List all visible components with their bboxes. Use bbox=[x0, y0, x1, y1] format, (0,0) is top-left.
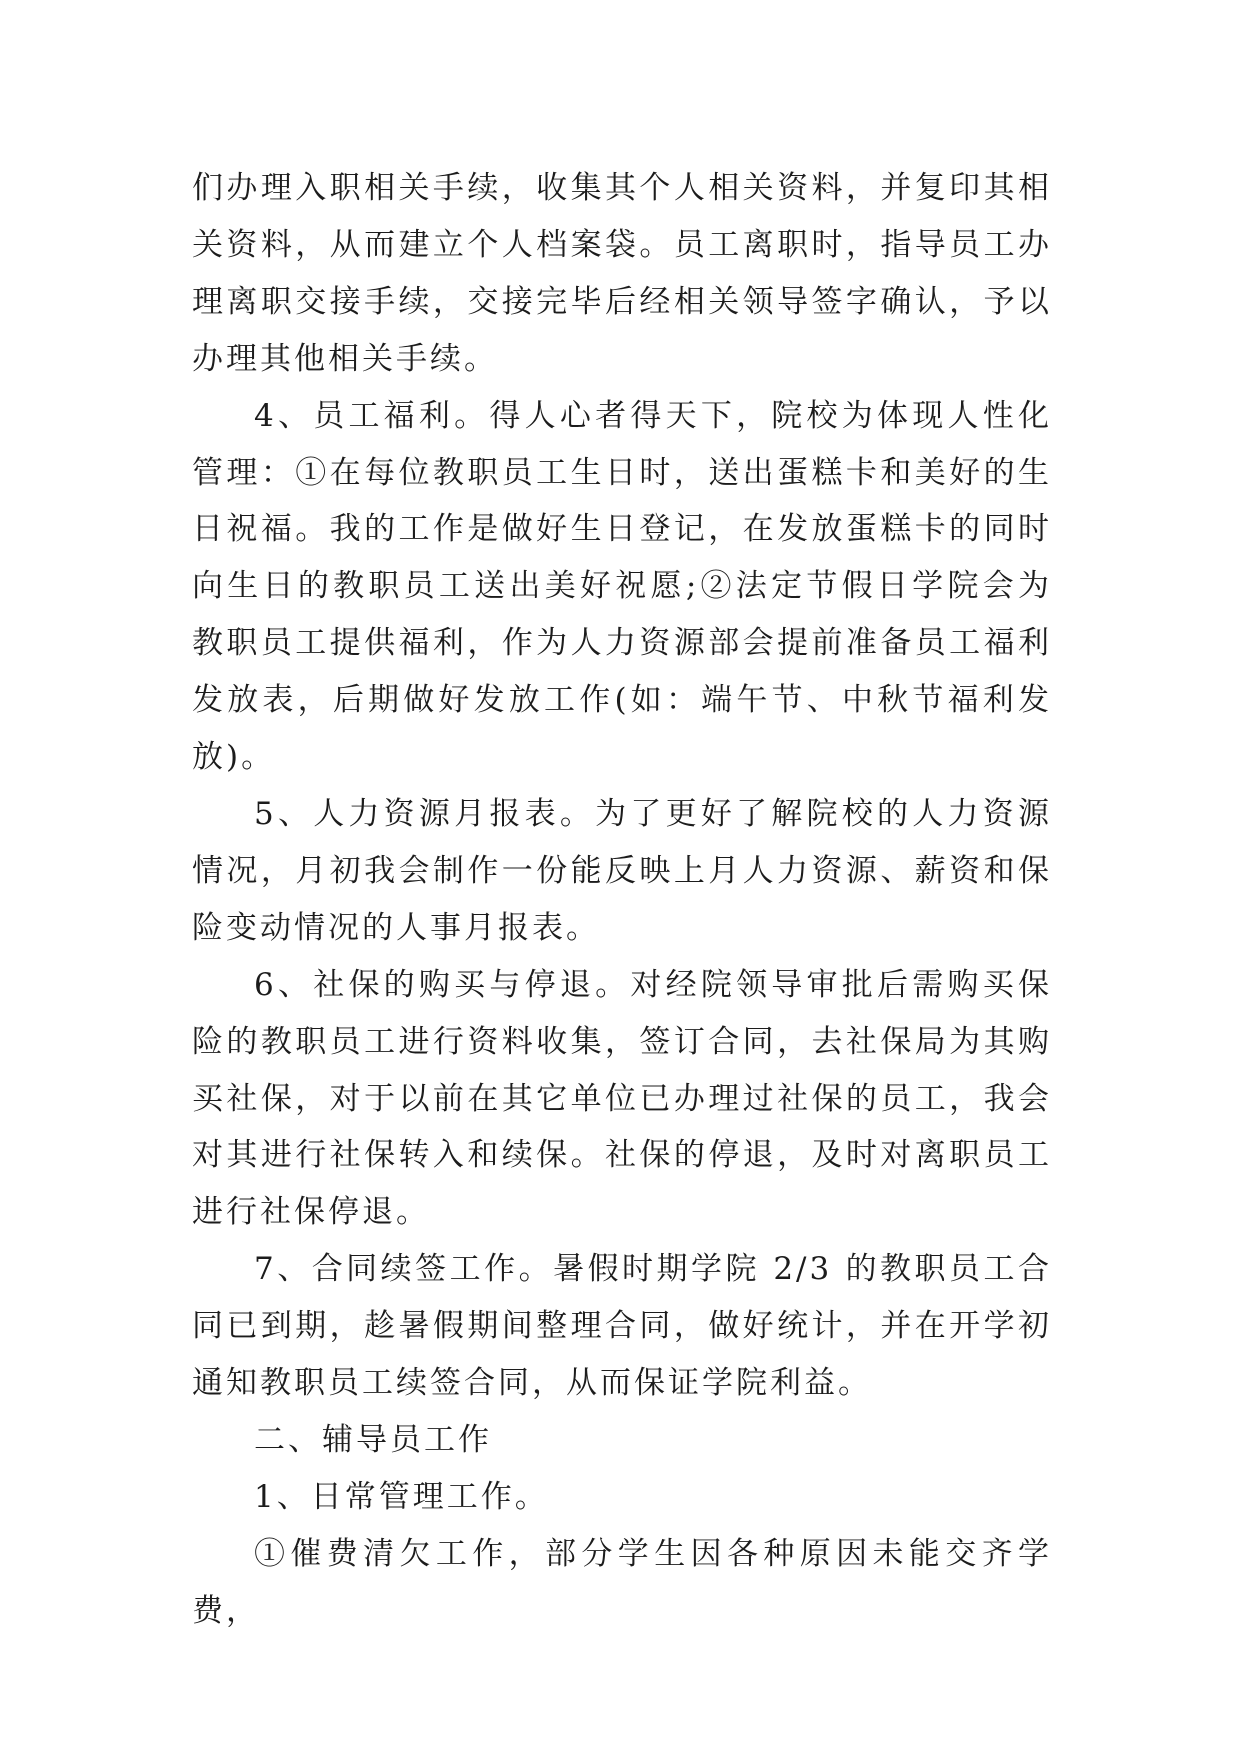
subheading-daily-management: 1、日常管理工作。 bbox=[254, 1478, 549, 1515]
paragraph-contract-renewal: 7、合同续签工作。暑假时期学院 2/3 的教职员工合同已到期，趁暑假期间整理合同，做好统计，并在开学初通知教职员工续签合同，从而保证学院利益。 bbox=[192, 1251, 1052, 1402]
paragraph-monthly-report: 5、人力资源月报表。为了更好了解院校的人力资源情况，月初我会制作一份能反映上月人力资源、薪资和保险变动情况的人事月报表。 bbox=[192, 795, 1052, 946]
paragraph-employee-welfare: 4、员工福利。得人心者得天下，院校为体现人性化管理：①在每位教职员工生日时，送出蛋糕卡和美好的生日祝福。我的工作是做好生日登记，在发放蛋糕卡的同时向生日的教职员工送出美好祝愿;②法定节假日学院会为教职员工提供福利，作为人力资源部会提前准备员工福利发放表，后期做好发放工作(如：端午节、中秋节福利发放)。 bbox=[192, 397, 1052, 776]
paragraph-continuation: 们办理入职相关手续，收集其个人相关资料，并复印其相关资料，从而建立个人档案袋。员工离职时，指导员工办理离职交接手续，交接完毕后经相关领导签字确认，予以办理其他相关手续。 bbox=[192, 170, 1052, 377]
section-heading-counselor-work: 二、辅导员工作 bbox=[254, 1421, 492, 1458]
document-body bbox=[192, 160, 1052, 1640]
paragraph-fee-collection: ①催费清欠工作，部分学生因各种原因未能交齐学费， bbox=[192, 1535, 1052, 1629]
paragraph-social-insurance: 6、社保的购买与停退。对经院领导审批后需购买保险的教职员工进行资料收集，签订合同，去社保局为其购买社保，对于以前在其它单位已办理过社保的员工，我会对其进行社保转入和续保。社保的停退，及时对离职员工进行社保停退。 bbox=[192, 966, 1052, 1231]
